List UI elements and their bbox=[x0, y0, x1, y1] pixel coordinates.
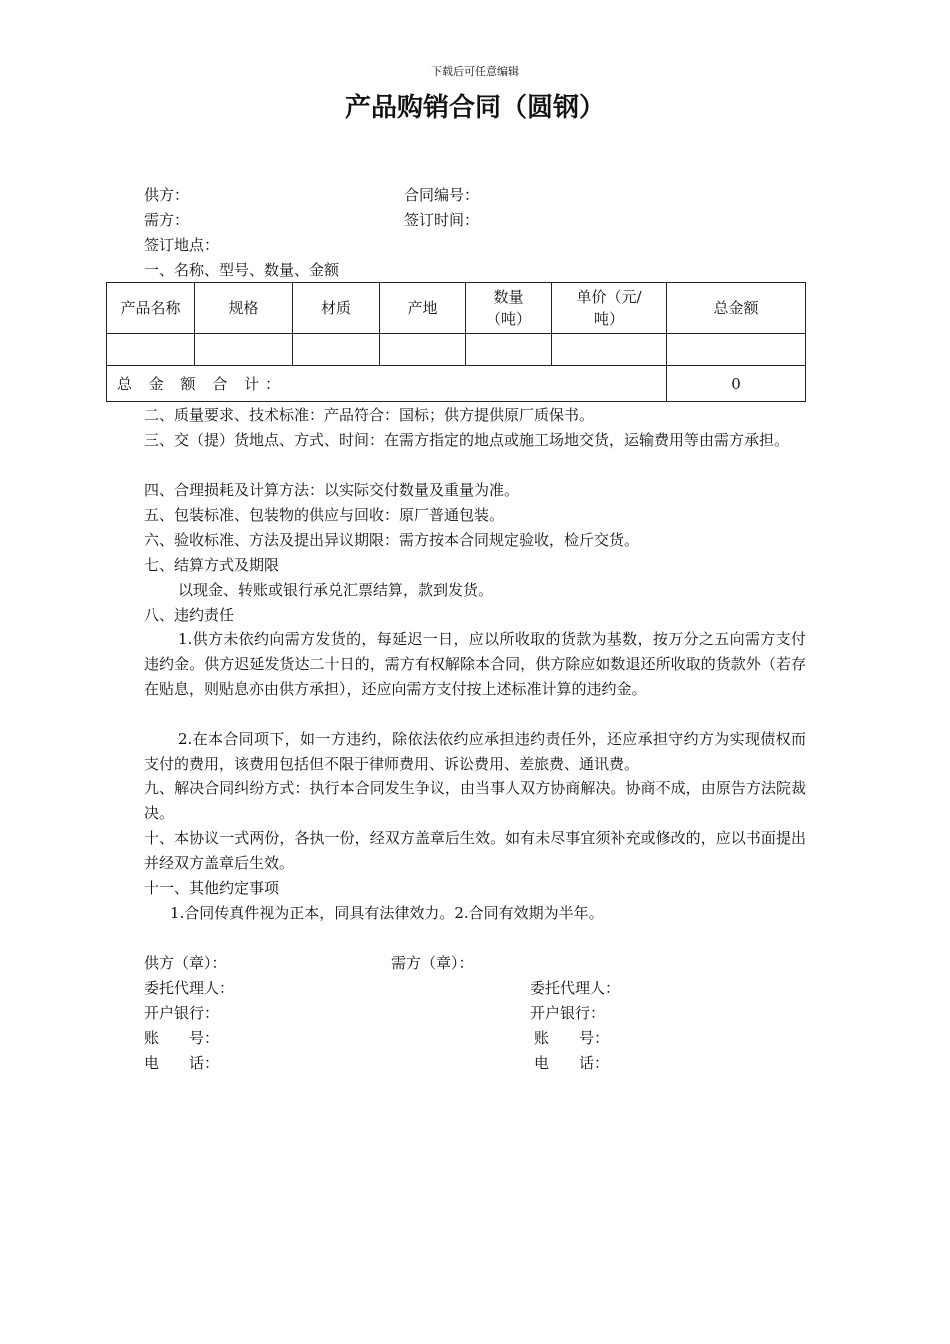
table-total-row bbox=[107, 366, 806, 402]
table-header-row bbox=[107, 283, 806, 334]
table-cell[interactable] bbox=[466, 334, 552, 366]
supplier-bank-label: 开户银行： bbox=[144, 1004, 220, 1022]
section-9: 九、解决合同纠纷方式：执行本合同发生争议，由当事人双方协商解决。协商不成，由原告方法院裁决。 bbox=[144, 779, 806, 822]
section-8-clause-1: 1.供方未依约向需方发货的，每延迟一日，应以所收取的货款为基数，按万分之五向需方支付违约金。供方迟延发货达二十日的，需方有权解除本合同，供方除应如数退还所收取的货款外（若存在贴息，则贴息亦由供方承担），还应向需方支付按上述标准计算的违约金。 bbox=[144, 630, 806, 698]
section-3: 三、交（提）货地点、方式、时间：在需方指定的地点或施工场地交货，运输费用等由需方承担。 bbox=[144, 431, 790, 449]
header-quantity bbox=[466, 283, 552, 334]
buyer-agent-label: 委托代理人： bbox=[530, 979, 621, 997]
sign-time-label: 签订时间： bbox=[404, 211, 480, 229]
section-2: 二、质量要求、技术标准：产品符合：国标；供方提供原厂质保书。 bbox=[144, 406, 595, 424]
table-cell[interactable] bbox=[380, 334, 466, 366]
header-unit-price bbox=[552, 283, 667, 334]
header-origin: 产地 bbox=[380, 283, 466, 334]
table-row bbox=[107, 334, 806, 366]
section-8-clause-2: 2.在本合同项下，如一方违约，除依法依约应承担违约责任外，还应承担守约方为实现债权而支付的费用，该费用包括但不限于律师费用、诉讼费用、差旅费、通讯费。 bbox=[144, 730, 806, 773]
section-1-heading: 一、名称、型号、数量、金额 bbox=[144, 261, 340, 279]
header-total-amount: 总金额 bbox=[667, 283, 806, 334]
page-title: 产品购销合同（圆钢） bbox=[344, 93, 605, 123]
contract-no-label: 合同编号： bbox=[404, 186, 480, 204]
supplier-agent-label: 委托代理人： bbox=[144, 979, 235, 997]
header-unit-price-line1: 单价（元/ bbox=[576, 288, 642, 306]
table-cell[interactable] bbox=[552, 334, 667, 366]
table-cell[interactable] bbox=[107, 334, 195, 366]
sign-place-label: 签订地点： bbox=[144, 236, 220, 254]
table-cell[interactable] bbox=[293, 334, 380, 366]
buyer-label: 需方： bbox=[144, 211, 190, 229]
buyer-seal-label: 需方（章）： bbox=[391, 954, 474, 972]
supplier-seal-label: 供方（章）： bbox=[144, 954, 227, 972]
buyer-phone-label: 电 话： bbox=[534, 1054, 610, 1072]
header-material: 材质 bbox=[293, 283, 380, 334]
buyer-account-label: 账 号： bbox=[534, 1029, 610, 1047]
section-7-body: 以现金、转账或银行承兑汇票结算，款到发货。 bbox=[178, 581, 494, 599]
supplier-label: 供方： bbox=[144, 186, 190, 204]
supplier-account-label: 账 号： bbox=[144, 1029, 220, 1047]
section-10: 十、本协议一式两份，各执一份，经双方盖章后生效。如有未尽事宜须补充或修改的，应以书面提出并经双方盖章后生效。 bbox=[144, 829, 806, 872]
section-4: 四、合理损耗及计算方法：以实际交付数量及重量为准。 bbox=[144, 481, 520, 499]
header-spec: 规格 bbox=[195, 283, 293, 334]
section-5: 五、包装标准、包装物的供应与回收：原厂普通包装。 bbox=[144, 506, 505, 524]
header-quantity-line1: 数量 bbox=[493, 288, 524, 306]
supplier-phone-label: 电 话： bbox=[144, 1054, 220, 1072]
header-quantity-line2: （吨） bbox=[485, 310, 531, 328]
section-11-heading: 十一、其他约定事项 bbox=[144, 879, 280, 897]
section-6: 六、验收标准、方法及提出异议期限：需方按本合同规定验收，检斤交货。 bbox=[144, 531, 640, 549]
buyer-bank-label: 开户银行： bbox=[530, 1004, 606, 1022]
header-unit-price-line2: 吨） bbox=[593, 310, 624, 328]
table-cell[interactable] bbox=[195, 334, 293, 366]
total-amount-label: 总 金 额 合 计： bbox=[107, 366, 667, 402]
product-table bbox=[106, 282, 806, 402]
section-8-heading: 八、违约责任 bbox=[144, 606, 235, 624]
header-note: 下载后可任意编辑 bbox=[431, 65, 519, 78]
section-11-body: 1.合同传真件视为正本，同具有法律效力。2.合同有效期为半年。 bbox=[170, 904, 604, 922]
header-product-name: 产品名称 bbox=[107, 283, 195, 334]
table-cell[interactable] bbox=[667, 334, 806, 366]
section-7-heading: 七、结算方式及期限 bbox=[144, 556, 280, 574]
total-amount-value: 0 bbox=[667, 366, 806, 402]
